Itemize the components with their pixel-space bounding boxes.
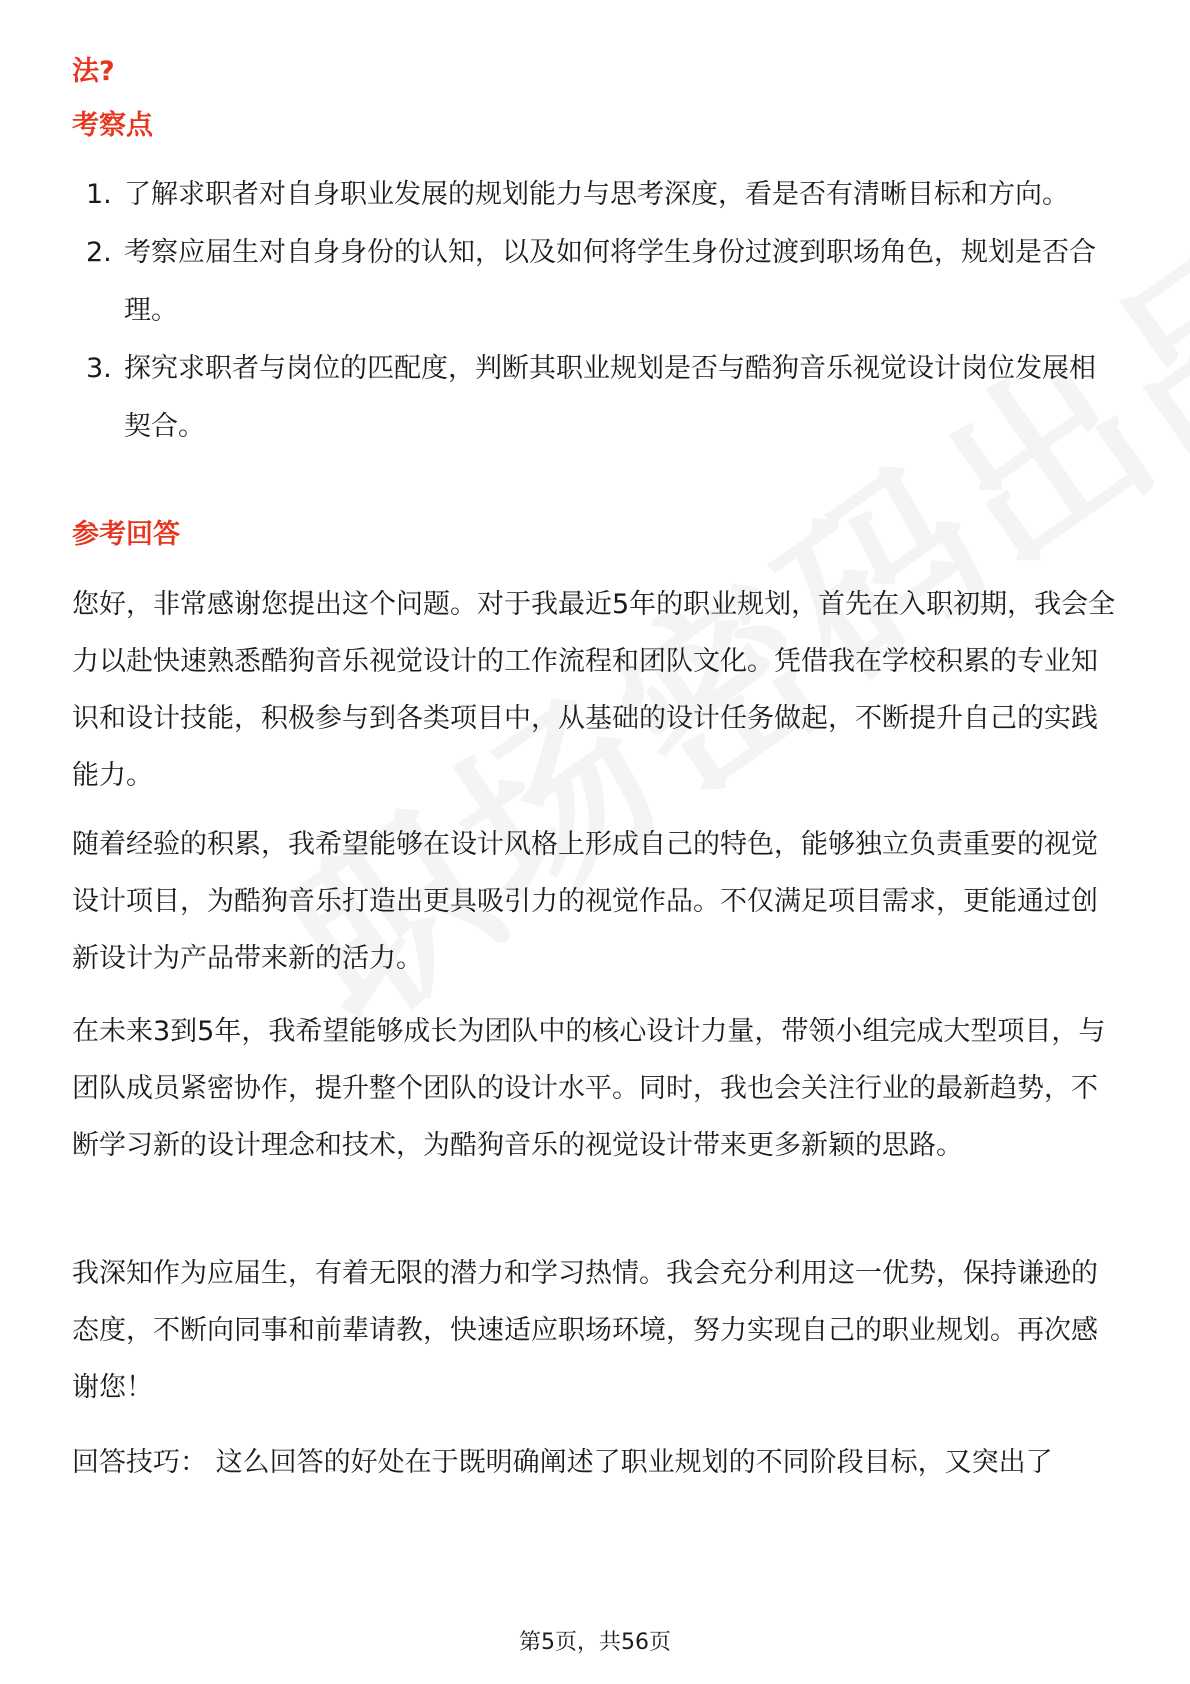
answer-paragraph-4: 我深知作为应届生，有着无限的潜力和学习热情。我会充分利用这一优势，保持谦逊的态度，不断向同事和前辈请教，快速适应职场环境，努力实现自己的职业规划。再次感谢您！ (72, 1258, 1098, 1403)
list-text: 考察应届生对自身身份的认知，以及如何将学生身份过渡到职场角色，规划是否合理。 (124, 237, 1096, 326)
answer-paragraph-2: 随着经验的积累，我希望能够在设计风格上形成自己的特色，能够独立负责重要的视觉设计项目，为酷狗音乐打造出更具吸引力的视觉作品。不仅满足项目需求，更能通过创新设计为产品带来新的活力。 (72, 829, 1098, 974)
list-number: 2. (86, 237, 112, 268)
section-title-examine: 考察点 (72, 110, 153, 141)
answer-paragraph-1: 您好，非常感谢您提出这个问题。对于我最近5年的职业规划，首先在入职初期，我会全力以赴快速熟悉酷狗音乐视觉设计的工作流程和团队文化。凭借我在学校积累的专业知识和设计技能，积极参与到各类项目中，从基础的设计任务做起，不断提升自己的实践能力。 (72, 589, 1116, 791)
list-text: 探究求职者与岗位的匹配度，判断其职业规划是否与酷狗音乐视觉设计岗位发展相契合。 (124, 353, 1096, 442)
list-text: 了解求职者对自身职业发展的规划能力与思考深度，看是否有清晰目标和方向。 (124, 179, 1069, 210)
answer-paragraph-3: 在未来3到5年，我希望能够成长为团队中的核心设计力量，带领小组完成大型项目，与团队成员紧密协作，提升整个团队的设计水平。同时，我也会关注行业的最新趋势，不断学习新的设计理念和技术，为酷狗音乐的视觉设计带来更多新颖的思路。 (72, 1016, 1106, 1161)
page-number: 第5页，共56页 (519, 1630, 671, 1655)
examine-list (72, 166, 1122, 456)
list-number: 3. (86, 353, 112, 384)
answer-tips: 回答技巧： 这么回答的好处在于既明确阐述了职业规划的不同阶段目标，又突出了 (72, 1447, 1053, 1478)
list-item (72, 166, 1122, 224)
list-item (72, 340, 1122, 456)
list-number: 1. (86, 179, 112, 210)
fragment-heading: 法? (72, 56, 115, 87)
section-title-answer: 参考回答 (72, 519, 180, 550)
list-item (72, 224, 1122, 340)
